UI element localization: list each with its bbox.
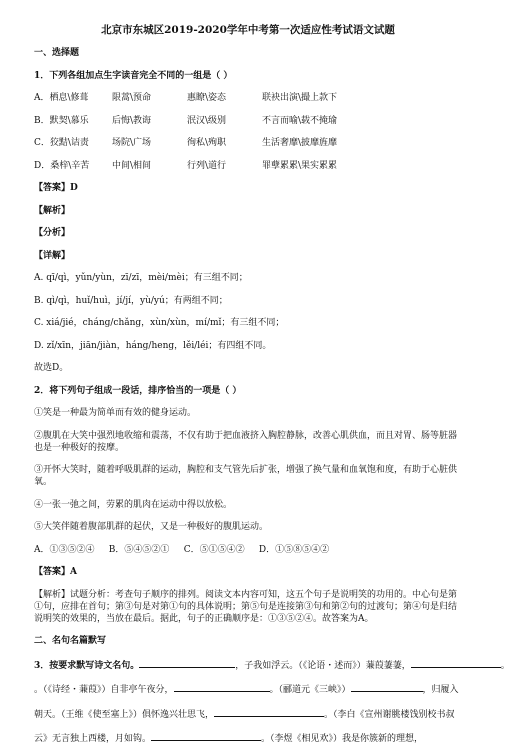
question-2-sentence-4: ④一张一弛之间，劳累的肌肉在运动中得以放松。 xyxy=(34,499,233,510)
question-1-jiexi-label: 【解析】 xyxy=(34,205,71,216)
answer-blank[interactable] xyxy=(139,658,235,668)
question-1-detail-a: A. qī/qì，yǔn/yùn，zī/zī，mèi/mèi；有三组不同； xyxy=(34,273,248,283)
question-1-option-c: C．狡黠\诘责 场院\广场 徇私\殉职 生活奢靡\披靡旌靡 xyxy=(34,138,338,148)
question-2-analysis: 【解析】试题分析：考查句子顺序的排列。阅读文本内容可知，这五个句子是说明笑的功用的。中心句是第①句，应排在首句；第③句是对第①句的具体说明；第⑤句是连接第③句和第②句的过渡句；第④句是归结说明笑的效果的，当放在最后。据此，句子的正确顺序是：①③⑤②④。故答案为A。 xyxy=(34,589,458,624)
question-2-stem: 2．将下列句子组成一段话，排序恰当的一项是（ ） xyxy=(34,385,242,396)
question-2-answer: 【答案】A xyxy=(34,567,77,577)
question-2-sentence-5: ⑤大笑伴随着腹部肌群的起伏，又是一种极好的腹肌运动。 xyxy=(34,522,269,532)
question-2-sentence-3: ③开怀大笑时，随着呼吸肌群的运动，胸腔和支气管先后扩张，增强了换气量和血氧饱和度，有助于心脏供氧。 xyxy=(34,465,458,487)
question-1-detail-c: C. xiá/jié，cháng/chǎng，xùn/xùn，mí/mǐ；有三组不同； xyxy=(34,318,285,328)
question-2-sentence-1: ①笑是一种最为简单而有效的健身运动。 xyxy=(34,408,197,418)
document-title: 北京市东城区2019-2020学年中考第一次适应性考试语文试题 xyxy=(101,24,395,36)
question-1-xiangjie-label: 【详解】 xyxy=(34,250,71,261)
section-heading-recitation: 二、名句名篇默写 xyxy=(34,636,107,646)
question-3-line-3: 朝天。（王维《使至塞上》）俱怀逸兴壮思飞， 。（李白《宣州谢脁楼饯别校书叔 xyxy=(34,707,462,721)
question-2-sentence-2: ②腹肌在大笑中强烈地收缩和震荡，不仅有助于把血液挤入胸腔静脉，改善心肌供血，而且对胃、肠等脏器也是一种极好的按摩。 xyxy=(34,430,458,453)
section-heading-choice: 一、选择题 xyxy=(34,48,80,58)
question-1-stem: 1．下列各组加点生字读音完全不同的一组是（ ） xyxy=(34,70,233,81)
answer-blank[interactable] xyxy=(174,682,270,692)
question-1-conclusion: 故选D。 xyxy=(34,363,69,373)
question-1-detail-d: D. zǐ/xīn，jiān/jiàn，háng/heng，lěi/léi；有四组不同。 xyxy=(34,340,272,351)
answer-blank[interactable] xyxy=(411,658,501,668)
question-1-option-b: B．默契\慕乐 后悔\教诲 泯汉\级别 不言而喻\载不掩瑜 xyxy=(34,115,338,126)
answer-blank[interactable] xyxy=(151,731,261,741)
answer-blank[interactable] xyxy=(351,682,423,692)
question-1-fenxi-label: 【分析】 xyxy=(34,228,71,238)
question-3-line-2: 。（《诗经・蒹葭》）自非亭午夜分， 。（郦道元《三峡》） ，归履入 xyxy=(34,682,462,696)
answer-blank[interactable] xyxy=(214,707,324,717)
question-2-choices: A．①③⑤②④ B．⑤④⑤②① C．⑤①⑤④② D．①⑤⑧⑤④② xyxy=(34,544,330,555)
question-3-line-1: 3．按要求默写诗文名句。 ，子我如浮云。（《论语・述而》）蒹葭萋萋， 。 xyxy=(34,658,462,672)
question-1-answer: 【答案】D xyxy=(34,183,78,193)
question-1-option-d: D．桑梓\辛苦 中间\相间 行列\道行 罪孽累累\果实累累 xyxy=(34,160,338,171)
question-3-line-4: 云》无言独上西楼，月如钩。 。（李煜《相见欢》）我是你簇新的理想， xyxy=(34,731,462,745)
question-1-detail-b: B. qì/qì，huǐ/huì，jí/jí，yù/yú；有两组不同； xyxy=(34,295,228,306)
question-1-option-a: A．栖息\修葺 限蒿\预命 惠瞭\姿态 联袂出演\撮上款下 xyxy=(34,93,338,103)
